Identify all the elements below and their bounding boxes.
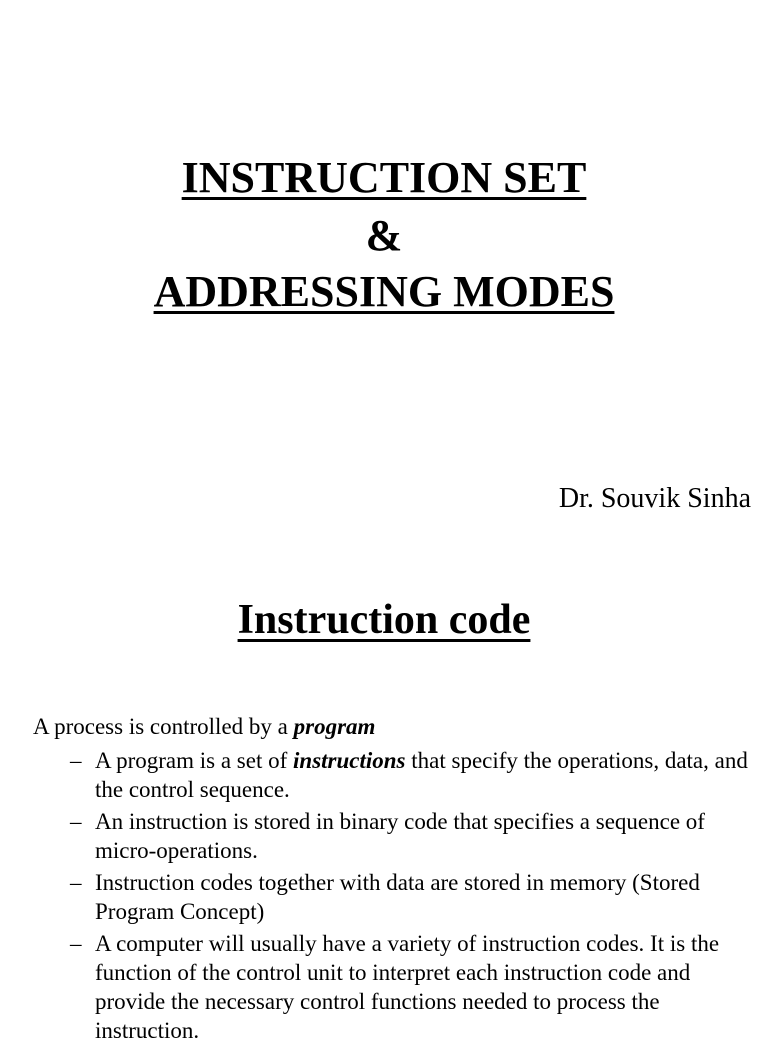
title-line-1 [0, 150, 768, 206]
lead-emphasis: program [293, 714, 376, 739]
bullet-item [70, 746, 748, 804]
bullet-item [70, 868, 748, 926]
title-line-3-text: ADDRESSING MODES [153, 267, 615, 316]
section-title-text: Instruction code [237, 597, 531, 643]
bullet-item [70, 929, 748, 1045]
bullet-list [33, 746, 748, 1045]
bullet-text: A program is a set of [95, 748, 294, 773]
content-body [33, 712, 748, 1048]
bullet-text: An instruction is stored in binary code that specifies a sequence of micro-operations. [95, 809, 705, 863]
title-line-2 [0, 208, 768, 264]
dash-marker: – [70, 870, 82, 895]
lead-text: A process is controlled by a [33, 714, 294, 739]
bullet-text: that specify the operations, data, and the control sequence. [95, 748, 748, 802]
lead-paragraph [33, 712, 748, 742]
title-line-2-text: & [365, 211, 403, 260]
title-line-3 [0, 264, 768, 320]
author-name: Dr. Souvik Sinha [558, 483, 751, 514]
dash-marker: – [70, 931, 82, 956]
title-line-1-text: INSTRUCTION SET [181, 153, 587, 202]
bullet-text: A computer will usually have a variety of instruction codes. It is the function of the control unit to interpret each instruction code and provide the necessary control functions needed to process the instruction. [95, 931, 720, 1043]
dash-marker: – [70, 748, 82, 773]
section-title [0, 592, 768, 648]
bullet-text: Instruction codes together with data are stored in memory (Stored Program Concept) [95, 870, 700, 924]
bullet-emphasis: instructions [293, 748, 406, 773]
bullet-item [70, 807, 748, 865]
dash-marker: – [70, 809, 82, 834]
